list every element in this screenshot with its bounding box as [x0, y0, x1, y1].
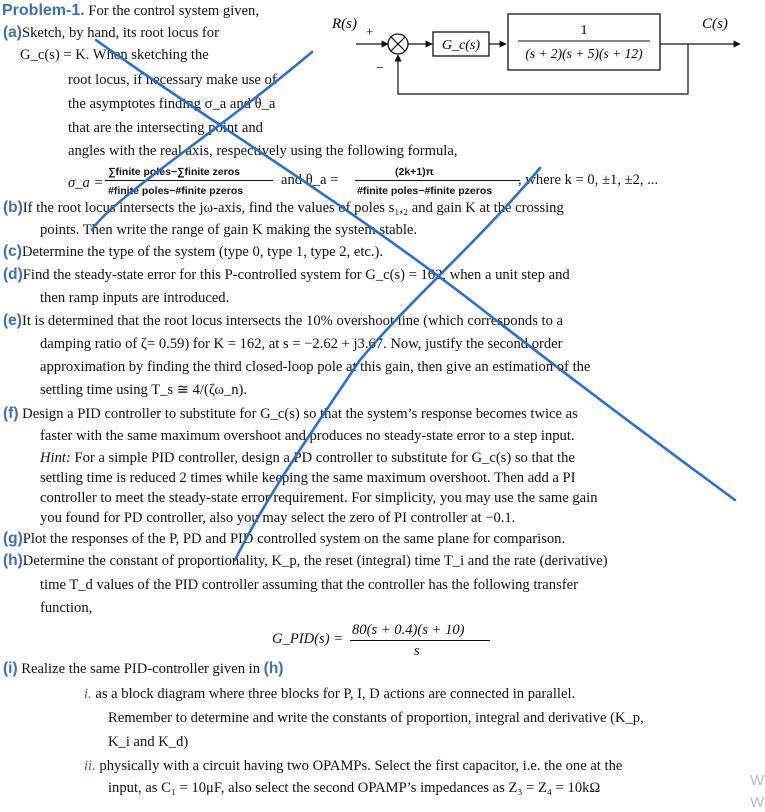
part-a-line-2: G_c(s) = K. When sketching the: [20, 47, 209, 63]
part-e-line-1: (e)It is determined that the root locus intersects the 10% overshoot line (which corresponds to a: [3, 312, 563, 329]
theta-fraction-bar: [355, 180, 520, 181]
part-a-line-5: that are the intersecting point and: [68, 120, 263, 136]
part-i-sub-i-line-3: K_i and K_d): [108, 734, 189, 750]
asymptote-index: , where k = 0, ±1, ±2, ...: [518, 172, 659, 188]
problem-intro: For the control system given,: [88, 3, 259, 19]
part-d-label: (d): [3, 266, 23, 283]
part-b-label: (b): [3, 199, 23, 216]
theta-numerator: (2k+1)π: [395, 166, 434, 178]
part-i-label: (i): [3, 660, 18, 677]
part-a-label: (a): [3, 24, 22, 41]
part-a-line-6: angles with the real axis, respectively using the following formula,: [68, 143, 458, 159]
part-f-label: (f): [3, 405, 19, 422]
problem-title: Problem-1.: [2, 2, 85, 19]
part-f-line-2: faster with the same maximum overshoot and produces no steady-state error to a step input.: [40, 428, 575, 444]
part-i-sub-i-line-1: i. as a block diagram where three blocks for P, I, D actions are connected in parallel.: [84, 686, 576, 702]
diagram-input-label: R(s): [332, 16, 357, 32]
sigma-denominator: #finite poles−#finite pzeros: [108, 185, 244, 197]
sigma-numerator: ∑finite poles−∑finite zeros: [108, 166, 240, 178]
block-diagram: [328, 4, 748, 112]
gpid-denominator: s: [414, 643, 420, 659]
part-f-hint-line-2: settling time is reduced 2 times while keeping the same maximum overshoot. Then add a PI: [40, 470, 576, 486]
hint-label: Hint:: [40, 450, 71, 466]
part-i-line-1: (i) Realize the same PID-controller given in (h): [3, 660, 284, 677]
part-i-sub-i-line-2: Remember to determine and write the constants of proportion, integral and derivative (K_p,: [108, 710, 644, 726]
part-e-label: (e): [3, 312, 22, 329]
gpid-numerator: 80(s + 0.4)(s + 10): [352, 622, 465, 638]
part-a-line-1: (a)Sketch, by hand, its root locus for: [3, 24, 219, 41]
part-d-line-2: then ramp inputs are introduced.: [40, 290, 230, 306]
part-i-ref: (h): [263, 660, 284, 677]
part-e-line-3: approximation by finding the third closed-loop pole at this gain, then give an estimation of the: [40, 359, 591, 375]
part-g-line-1: (g)Plot the responses of the P, PD and PID controlled system on the same plane for comparison.: [3, 530, 566, 547]
plant-denominator: (s + 2)(s + 5)(s + 12): [525, 46, 643, 61]
controller-label: G_c(s): [441, 38, 481, 53]
part-g-label: (g): [3, 530, 23, 547]
part-d-line-1: (d)Find the steady-state error for this P-controlled system for G_c(s) = 162, when a unit step and: [3, 266, 570, 283]
diagram-output-label: C(s): [702, 16, 728, 32]
part-f-line-1: (f) Design a PID controller to substitute for G_c(s) so that the system’s response becomes twice as: [3, 405, 578, 422]
theta-symbol: and θ_a =: [281, 172, 339, 188]
edge-glyph-1: W: [750, 772, 765, 789]
edge-glyph-2: W: [750, 794, 765, 811]
sum-minus-sign: −: [376, 61, 384, 76]
part-i-sub-ii-line-2: input, as C₁ = 10μF, also select the second OPAMP’s impedances as Z₃ = Z₄ = 10kΩ: [108, 780, 601, 796]
part-b-line-1: (b)If the root locus intersects the jω-axis, find the values of poles s₁,₂ and gain K at the crossing: [3, 199, 564, 216]
part-f-hint-line-1: Hint: For a simple PID controller, design a PD controller to substitute for G_c(s) so that the: [40, 450, 575, 466]
part-f-hint-line-4: you found for PD controller, also you may select the zero of PI controller at −0.1.: [40, 510, 516, 526]
problem-header: [2, 2, 259, 20]
sigma-fraction-bar: [105, 180, 273, 181]
plant-numerator: 1: [580, 23, 588, 38]
sum-plus-sign: +: [366, 24, 374, 39]
gpid-symbol: G_PID(s) =: [272, 631, 344, 647]
part-i-sub-ii-line-1: ii. physically with a circuit having two OPAMPs. Select the first capacitor, i.e. the one at the: [84, 758, 623, 774]
sub-ii-label: ii.: [84, 758, 96, 774]
part-a-line-3: root locus, if necessary make use of: [68, 72, 277, 88]
part-b-line-2: points. Then write the range of gain K making the system stable.: [40, 222, 418, 238]
sub-i-label: i.: [84, 686, 92, 702]
theta-denominator: #finite poles−#finite pzeros: [357, 185, 493, 197]
sigma-symbol: σ_a =: [68, 175, 104, 191]
part-c-label: (c): [3, 243, 22, 260]
part-h-line-2: time T_d values of the PID controller assuming that the controller has the following transfer: [40, 577, 578, 593]
part-h-label: (h): [3, 552, 23, 569]
part-a-line-4: the asymptotes finding σ_a and θ_a: [68, 96, 276, 112]
part-f-hint-line-3: controller to meet the steady-state error requirement. For simplicity, you may use the same gain: [40, 490, 598, 506]
part-c-line-1: (c)Determine the type of the system (type 0, type 1, type 2, etc.).: [3, 243, 384, 260]
part-h-line-1: (h)Determine the constant of proportionality, K_p, the reset (integral) time T_i and the rate (derivative): [3, 552, 608, 569]
part-e-line-2: damping ratio of ζ= 0.59) for K = 162, at s = −2.62 + j3.67. Now, justify the second order: [40, 336, 563, 352]
gpid-fraction-bar: [350, 640, 490, 641]
part-h-line-3: function,: [40, 600, 93, 616]
part-e-line-4: settling time using T_s ≅ 4/(ζω_n).: [40, 382, 248, 398]
